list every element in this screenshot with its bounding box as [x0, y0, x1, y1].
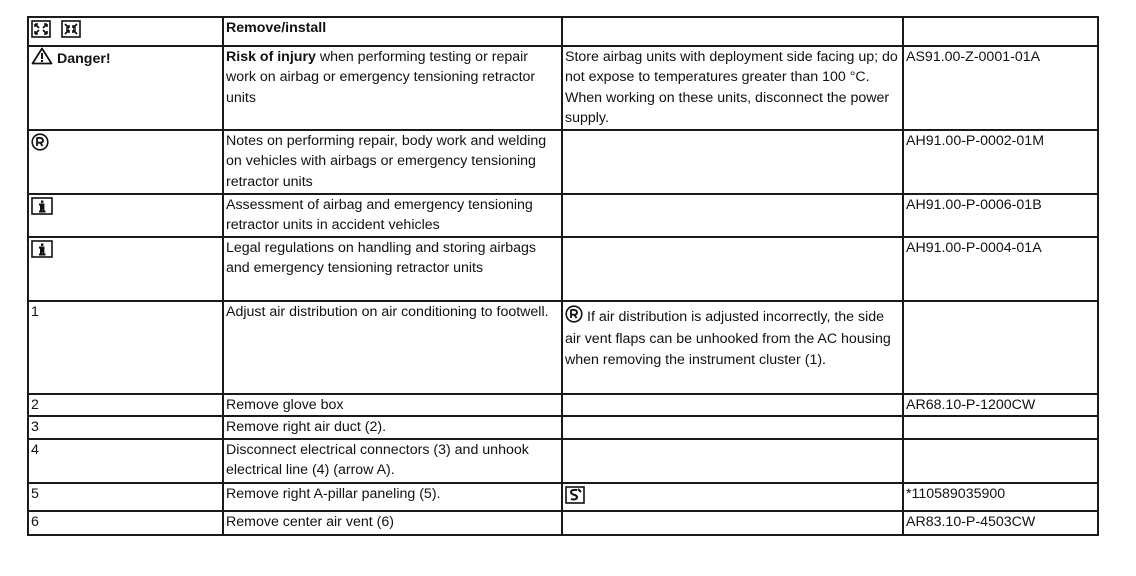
step-note-cell	[562, 511, 903, 535]
step-note-cell	[562, 394, 903, 417]
step-ref-cell	[903, 439, 1098, 483]
step-row	[28, 439, 1098, 483]
danger-ref-cell	[903, 46, 1098, 130]
note-text-cell	[223, 130, 562, 194]
step-note-cell	[562, 416, 903, 439]
note-ref-cell	[903, 130, 1098, 194]
document-reference: AH91.00-P-0006-01B	[906, 196, 1042, 213]
step-number: 4	[28, 439, 223, 483]
step-text: Disconnect electrical connectors (3) and unhook electrical line (4) (arrow A).	[226, 441, 529, 478]
procedure-table	[27, 16, 1099, 536]
note-text: Notes on performing repair, body work and welding on vehicles with airbags or emergency tensioning retractor units	[226, 132, 547, 190]
step-text: Remove right air duct (2).	[226, 419, 387, 435]
step-ref-cell	[903, 416, 1098, 439]
danger-label: Danger!	[57, 50, 111, 67]
info-text-cell	[223, 237, 562, 301]
step-text: Remove glove box	[226, 396, 344, 413]
step-note-cell	[562, 483, 903, 512]
step-row	[28, 483, 1098, 512]
info-icon-cell	[28, 237, 223, 301]
step-number: 2	[28, 394, 223, 417]
note-hand-icon	[31, 133, 49, 158]
header-icons-cell	[28, 17, 223, 46]
step-number: 5	[28, 483, 223, 512]
step-row	[28, 301, 1098, 394]
danger-label-cell	[28, 46, 223, 130]
step-note-cell	[562, 301, 903, 394]
header-empty-cell	[562, 17, 903, 46]
step-ref-cell	[903, 483, 1098, 512]
install-icon	[61, 20, 81, 45]
document-reference: AH91.00-P-0002-01M	[906, 132, 1045, 149]
document-reference: AH91.00-P-0004-01A	[906, 239, 1042, 256]
step-ref-cell	[903, 394, 1098, 417]
danger-text-bold: Risk of injury	[226, 48, 316, 65]
step-number: 1	[28, 301, 223, 394]
remove-icon	[31, 20, 51, 45]
step-number: 3	[28, 416, 223, 439]
note-icon-cell	[28, 130, 223, 194]
step-ref-cell	[903, 511, 1098, 535]
note-empty-cell	[562, 130, 903, 194]
danger-note: Store airbag units with deployment side facing up; do not expose to temperatures greater than 100 °C. When working on these units, disconnect the power supply.	[565, 48, 898, 126]
document-reference: AR83.10-P-4503CW	[906, 514, 1036, 530]
step-note: If air distribution is adjusted incorrectly, the side air vent flaps can be unhooked from the AC housing when removing the instrument cluster (1).	[565, 308, 891, 368]
info-icon	[31, 197, 53, 222]
info-ref-cell	[903, 194, 1098, 237]
step-text-cell	[223, 483, 562, 512]
danger-row	[28, 46, 1098, 130]
info-row	[28, 194, 1098, 237]
step-row	[28, 394, 1098, 417]
warning-triangle-icon	[31, 47, 53, 72]
note-hand-icon	[565, 305, 583, 330]
danger-note-cell	[562, 46, 903, 130]
info-text-cell	[223, 194, 562, 237]
info-text: Assessment of airbag and emergency tensioning retractor units in accident vehicles	[226, 196, 533, 233]
header-empty-cell	[903, 17, 1098, 46]
step-text-cell	[223, 511, 562, 535]
info-icon	[31, 240, 53, 265]
step-text: Remove right A-pillar paneling (5).	[226, 485, 441, 502]
info-empty-cell	[562, 194, 903, 237]
step-text-cell	[223, 439, 562, 483]
step-row	[28, 511, 1098, 535]
step-ref-cell	[903, 301, 1098, 394]
info-text: Legal regulations on handling and storing airbags and emergency tensioning retractor units	[226, 239, 536, 276]
header-title: Remove/install	[223, 17, 562, 46]
step-text-cell	[223, 301, 562, 394]
step-row	[28, 416, 1098, 439]
document-reference: *110589035900	[906, 485, 1006, 502]
info-ref-cell	[903, 237, 1098, 301]
document-reference: AS91.00-Z-0001-01A	[906, 48, 1041, 65]
step-text: Adjust air distribution on air conditioning to footwell.	[226, 303, 549, 320]
step-text-cell	[223, 394, 562, 417]
step-text-cell	[223, 416, 562, 439]
note-row	[28, 130, 1098, 194]
danger-text: when performing testing or repair work on airbag or emergency tensioning retractor units	[226, 48, 536, 106]
step-number: 6	[28, 511, 223, 535]
info-empty-cell	[562, 237, 903, 301]
special-tool-icon	[565, 486, 585, 511]
step-text: Remove center air vent (6)	[226, 514, 394, 530]
table-header-row	[28, 17, 1098, 46]
document-reference: AR68.10-P-1200CW	[906, 396, 1036, 413]
danger-text-cell	[223, 46, 562, 130]
info-icon-cell	[28, 194, 223, 237]
step-note-cell	[562, 439, 903, 483]
info-row	[28, 237, 1098, 301]
